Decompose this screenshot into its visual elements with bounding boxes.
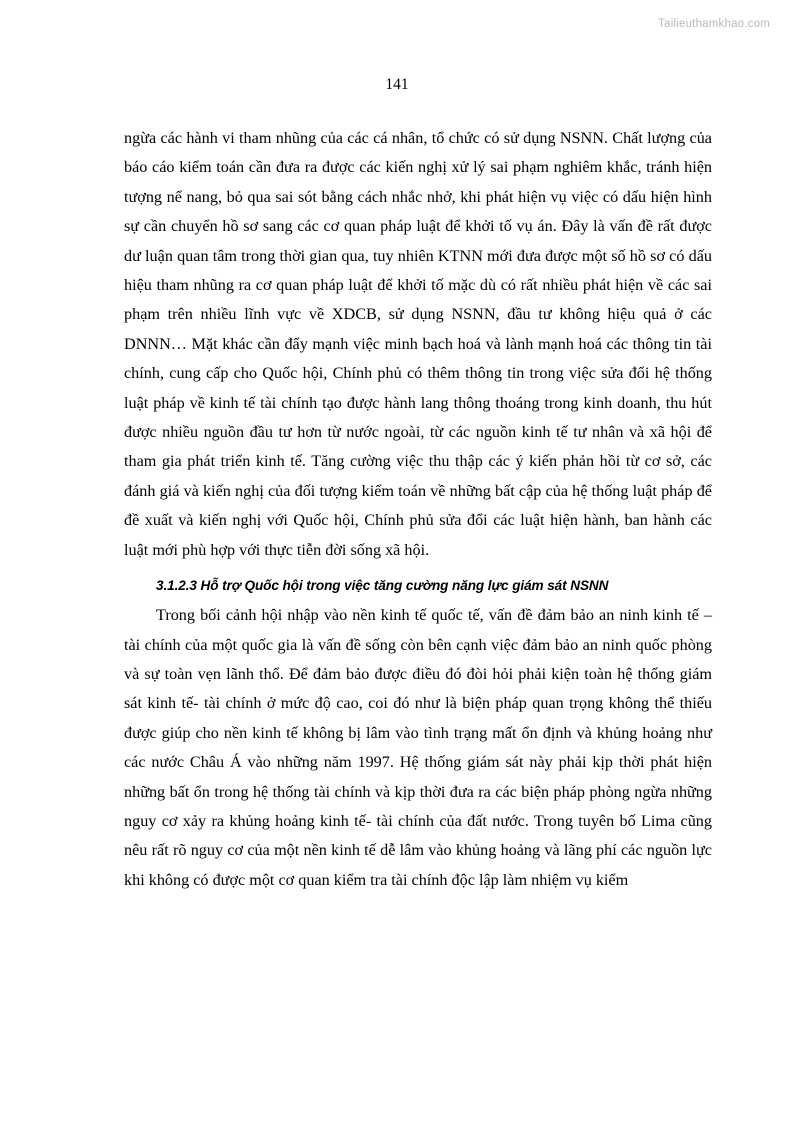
page-number: 141 xyxy=(385,76,409,93)
section-heading-3-1-2-3: 3.1.2.3 Hỗ trợ Quốc hội trong việc tăng cường năng lực giám sát NSNN xyxy=(156,578,609,594)
paragraph-1: ngừa các hành vi tham nhũng của các cá nhân, tổ chức có sử dụng NSNN. Chất lượng của báo cáo kiểm toán cần đưa ra được các kiến nghị xử lý sai phạm nghiêm khắc, tránh hiện tượng nể nang, bỏ qua sai sót bằng cách nhắc nhở, khi phát hiện vụ việc có dấu hiện hình sự cần chuyển hồ sơ sang các cơ quan pháp luật để khởi tố vụ án. Đây là vấn đề rất được dư luận quan tâm trong thời gian qua, tuy nhiên KTNN mới đưa được một số hồ sơ có dấu hiệu tham nhũng ra cơ quan pháp luật để khởi tố mặc dù có rất nhiều phát hiện về các sai phạm trên nhiều lĩnh vực về XDCB, sử dụng NSNN, đầu tư không hiệu quả ở các DNNN… Mặt khác cần đẩy mạnh việc minh bạch hoá và lành mạnh hoá các thông tin tài chính, cung cấp cho Quốc hội, Chính phủ có thêm thông tin trong việc sửa đổi hệ thống luật pháp về kinh tế tài chính tạo được hành lang thông thoáng trong kinh doanh, thu hút được nhiều nguồn đầu tư hơn từ nước ngoài, từ các nguồn kinh tế tư nhân và xã hội để tham gia phát triển kinh tế. Tăng cường việc thu thập các ý kiến phản hồi từ cơ sở, các đánh giá và kiến nghị của đối tượng kiểm toán về những bất cập của hệ thống luật pháp để đề xuất và kiến nghị với Quốc hội, Chính phủ sửa đổi các luật hiện hành, ban hành các luật mới phù hợp với thực tiễn đời sống xã hội. xyxy=(124,129,712,559)
paragraph-2: Trong bối cảnh hội nhập vào nền kinh tế quốc tế, vấn đề đảm bảo an ninh kinh tế – tài chính của một quốc gia là vấn đề sống còn bên cạnh việc đảm bảo an ninh quốc phòng và sự toàn vẹn lãnh thổ. Để đảm bảo được điều đó đòi hỏi phải kiện toàn hệ thống giám sát kinh tế- tài chính ở mức độ cao, coi đó như là biện pháp quan trọng không thể thiếu được giúp cho nền kinh tế không bị lâm vào tình trạng mất ổn định và khủng hoảng như các nước Châu Á vào những năm 1997. Hệ thống giám sát này phải kịp thời phát hiện những bất ổn trong hệ thống tài chính và kịp thời đưa ra các biện pháp phòng ngừa những nguy cơ xảy ra khủng hoảng kinh tế- tài chính của đất nước. Trong tuyên bố Lima cũng nêu rất rõ nguy cơ của một nền kinh tế dễ lâm vào khủng hoảng và lãng phí các nguồn lực khi không có được một cơ quan kiểm tra tài chính độc lập làm nhiệm vụ kiểm xyxy=(124,606,712,889)
watermark-text: Tailieuthamkhao.com xyxy=(658,18,770,30)
page-body xyxy=(124,124,712,895)
